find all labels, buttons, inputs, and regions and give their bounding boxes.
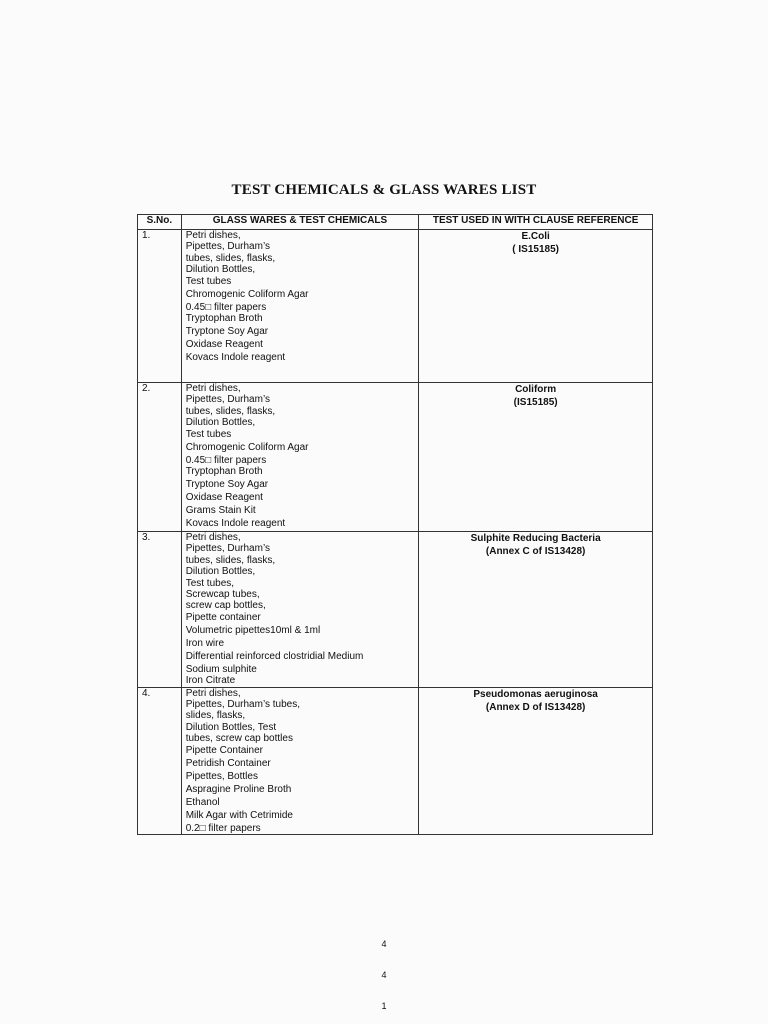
row-sno: 4. — [138, 687, 182, 834]
item-entry: tubes, slides, flasks, — [185, 405, 276, 417]
test-name: Coliform — [515, 384, 557, 395]
item-entry: 0.45□ filter papers — [185, 301, 267, 313]
item-entry: Iron wire — [185, 637, 225, 649]
test-name: Pseudomonas aeruginosa — [473, 688, 598, 700]
item-entry: Chromogenic Coliform Agar — [185, 288, 309, 300]
item-entry: tubes, slides, flasks, — [185, 252, 276, 264]
item-entry: Chromogenic Coliform Agar — [185, 441, 309, 453]
table-row — [138, 687, 653, 834]
item-entry: Oxidase Reagent — [185, 492, 263, 504]
clause-reference: ( IS15185) — [512, 244, 559, 255]
item-entry: Test tubes — [185, 275, 232, 287]
test-name: Sulphite Reducing Bacteria — [470, 533, 601, 544]
table-body — [138, 230, 653, 835]
row-test-reference — [419, 532, 653, 688]
item-entry: Pipettes, Durham’s — [185, 543, 270, 555]
row-test-reference — [419, 687, 653, 834]
item-entry: slides, flasks, — [185, 710, 246, 722]
item-entry: Sodium sulphite — [185, 663, 257, 675]
header-items: GLASS WARES & TEST CHEMICALS — [181, 215, 419, 230]
clause-reference: (Annex D of IS13428) — [485, 701, 586, 713]
header-sno: S.No. — [138, 215, 182, 230]
item-entry: Pipettes, Durham’s tubes, — [185, 699, 301, 711]
row-items — [181, 687, 419, 834]
row-test-reference — [419, 383, 653, 532]
table-row — [138, 230, 653, 383]
table-header-row — [138, 215, 653, 230]
item-entry: 0.2□ filter papers — [185, 822, 261, 834]
item-entry: Milk Agar with Cetrimide — [185, 809, 293, 821]
item-entry: Grams Stain Kit — [185, 505, 256, 517]
item-entry: tubes, slides, flasks, — [185, 554, 276, 566]
row-sno: 1. — [138, 230, 182, 383]
item-entry: 0.45□ filter papers — [185, 454, 267, 466]
clause-reference: (Annex C of IS13428) — [485, 546, 586, 557]
table-row — [138, 383, 653, 532]
item-entry: Petri dishes, — [185, 383, 241, 394]
item-entry: screw cap bottles, — [185, 600, 266, 612]
item-entry: Dilution Bottles, — [185, 264, 256, 276]
row-items — [181, 383, 419, 532]
item-entry: Pipette container — [185, 611, 261, 623]
chemicals-table — [137, 214, 653, 835]
row-items — [181, 230, 419, 383]
page-number: 4 — [381, 939, 387, 949]
table-row — [138, 532, 653, 688]
item-entry: Differential reinforced clostridial Medium — [185, 650, 364, 662]
item-entry: Pipettes, Bottles — [185, 770, 258, 782]
item-entry: Dilution Bottles, — [185, 566, 256, 578]
item-entry: Petri dishes, — [185, 230, 241, 241]
item-entry: Ethanol — [185, 796, 220, 808]
document-title: TEST CHEMICALS & GLASS WARES LIST — [231, 182, 537, 198]
row-items — [181, 532, 419, 688]
header-test: TEST USED IN WITH CLAUSE REFERENCE — [419, 215, 653, 230]
item-entry: Pipettes, Durham’s — [185, 394, 270, 406]
row-sno: 3. — [138, 532, 182, 688]
clause-reference: (IS15185) — [513, 397, 558, 408]
test-name: E.Coli — [521, 231, 550, 242]
item-entry: Dilution Bottles, Test — [185, 721, 277, 733]
item-entry: Tryptophan Broth — [185, 466, 263, 478]
item-entry: tubes, screw cap bottles — [185, 733, 293, 745]
item-entry: Oxidase Reagent — [185, 339, 263, 351]
item-entry: Aspragine Proline Broth — [185, 783, 292, 795]
item-entry: Petri dishes, — [185, 532, 241, 543]
page-number: 4 — [381, 970, 387, 980]
item-entry: Pipettes, Durham’s — [185, 241, 270, 253]
item-entry: Tryptophan Broth — [185, 313, 263, 325]
row-sno: 2. — [138, 383, 182, 532]
item-entry: Petridish Container — [185, 757, 271, 769]
item-entry: Tryptone Soy Agar — [185, 326, 269, 338]
item-entry: Iron Citrate — [185, 675, 236, 687]
item-entry: Tryptone Soy Agar — [185, 479, 269, 491]
item-entry: Screwcap tubes, — [185, 589, 260, 601]
item-entry: Kovacs Indole reagent — [185, 518, 286, 530]
item-entry: Volumetric pipettes10ml & 1ml — [185, 624, 321, 636]
row-test-reference — [419, 230, 653, 383]
item-entry: Test tubes, — [185, 577, 235, 589]
item-entry: Kovacs Indole reagent — [185, 352, 286, 364]
item-entry: Petri dishes, — [185, 687, 241, 699]
item-entry: Dilution Bottles, — [185, 417, 256, 429]
item-entry: Test tubes — [185, 428, 232, 440]
page-number: 1 — [381, 1001, 387, 1011]
item-entry: Pipette Container — [185, 744, 263, 756]
